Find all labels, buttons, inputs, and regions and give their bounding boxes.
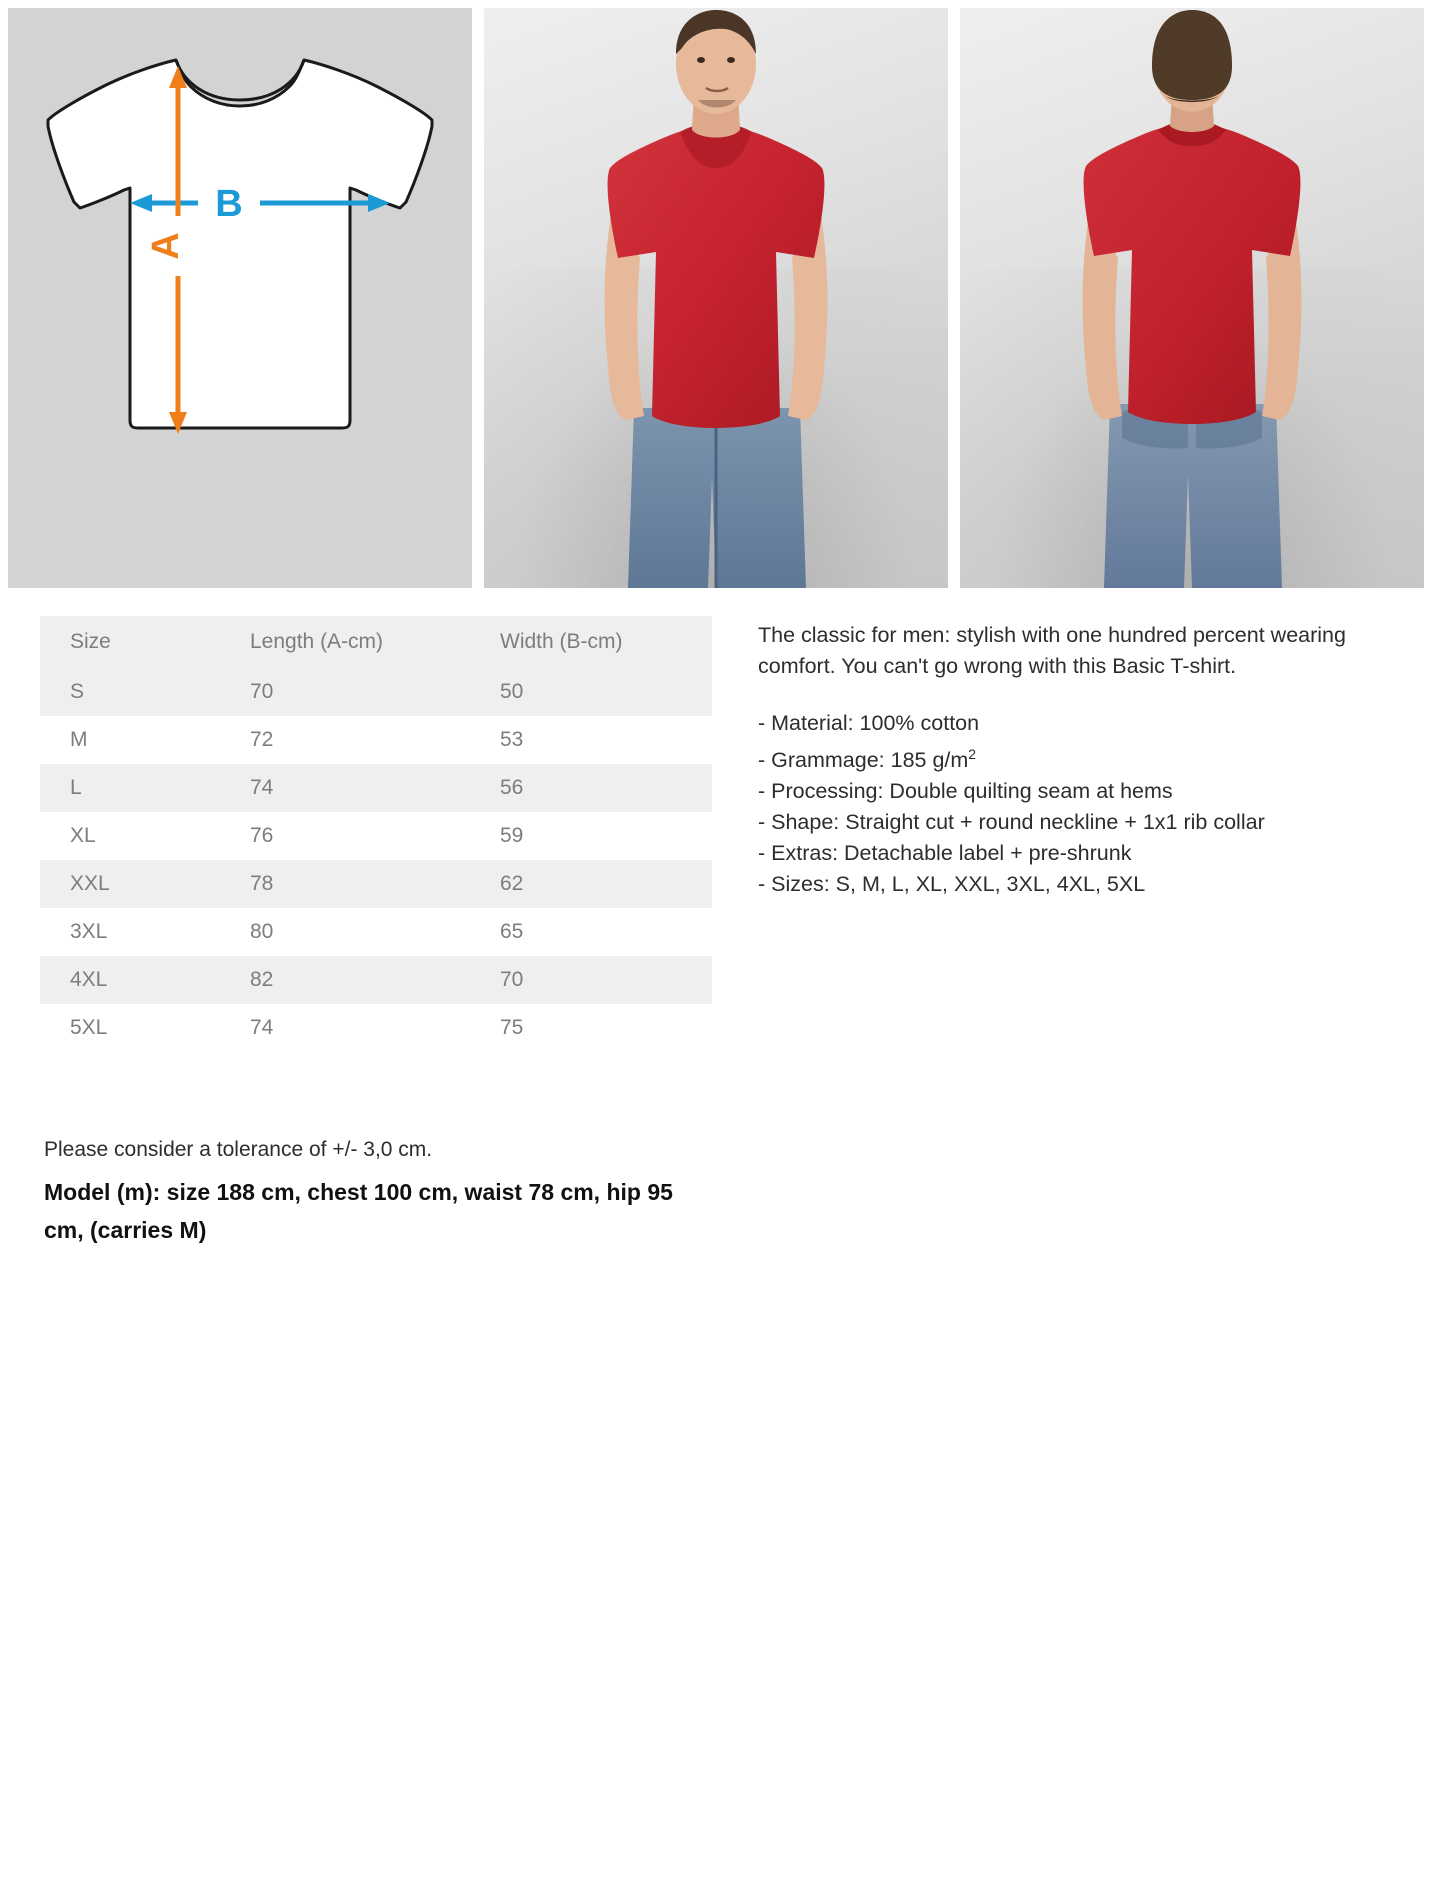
cell-length: 78 [250,872,274,895]
cell-size: M [70,728,88,751]
spec-extras: - Extras: Detachable label + pre-shrunk [758,841,1132,866]
cell-width: 65 [500,920,524,943]
table-row [40,1004,712,1052]
cell-size: 3XL [70,920,108,943]
model-back-illustration [960,8,1424,588]
cell-length: 82 [250,968,274,991]
svg-text:A: A [145,232,187,260]
tolerance-note: Please consider a tolerance of +/- 3,0 cm. [44,1138,433,1161]
cell-size: S [70,680,85,703]
cell-size: 5XL [70,1016,108,1039]
table-row [40,956,712,1004]
cell-width: 53 [500,728,524,751]
cell-width: 59 [500,824,524,847]
svg-text:B: B [215,183,243,225]
cell-length: 74 [250,776,274,799]
size-table-column [40,616,712,1052]
cell-length: 70 [250,680,274,703]
model-front-illustration [484,8,948,588]
cell-length: 76 [250,824,274,847]
spec-grammage [758,739,1405,776]
table-row [40,716,712,764]
spec-processing: - Processing: Double quilting seam at hems [758,779,1173,804]
description-intro: The classic for men: stylish with one hundred percent wearing comfort. You can't go wrong with this Basic T-shirt. [758,623,1346,678]
cell-width: 56 [500,776,524,799]
cell-width: 62 [500,872,524,895]
cell-size: XL [70,824,96,847]
table-row [40,860,712,908]
size-table [40,616,712,1052]
spec-sizes: - Sizes: S, M, L, XL, XXL, 3XL, 4XL, 5XL [758,872,1146,897]
measurement-diagram-panel [8,8,472,588]
table-row [40,908,712,956]
model-back-photo [960,8,1424,588]
cell-size: XXL [70,872,110,895]
table-header-row [40,616,712,668]
spec-material: - Material: 100% cotton [758,711,980,735]
table-row [40,812,712,860]
column-header-size: Size [70,630,111,653]
cell-length: 80 [250,920,274,943]
cell-size: 4XL [70,968,108,991]
product-image-row [0,0,1445,588]
cell-width: 75 [500,1016,524,1039]
column-header-width: Width (B-cm) [500,630,623,653]
spec-grammage-text: - Grammage: 185 g/m [758,748,969,773]
cell-width: 70 [500,968,524,991]
cell-size: L [70,776,82,799]
spec-grammage-exponent: 2 [968,746,977,762]
column-header-length: Length (A-cm) [250,630,384,653]
model-front-photo [484,8,948,588]
model-measurements-note: Model (m): size 188 cm, chest 100 cm, waist 78 cm, hip 95 cm, (carries M) [44,1179,673,1243]
cell-length: 72 [250,728,274,751]
spec-shape: - Shape: Straight cut + round neckline + 1x1 rib collar [758,810,1265,835]
cell-width: 50 [500,680,524,703]
product-details-section [0,588,1445,1052]
cell-length: 74 [250,1016,274,1039]
tshirt-outline-icon [8,8,472,588]
table-row [40,764,712,812]
footnotes-section [44,1135,744,1249]
table-row [40,668,712,716]
product-description-column [758,616,1405,1052]
